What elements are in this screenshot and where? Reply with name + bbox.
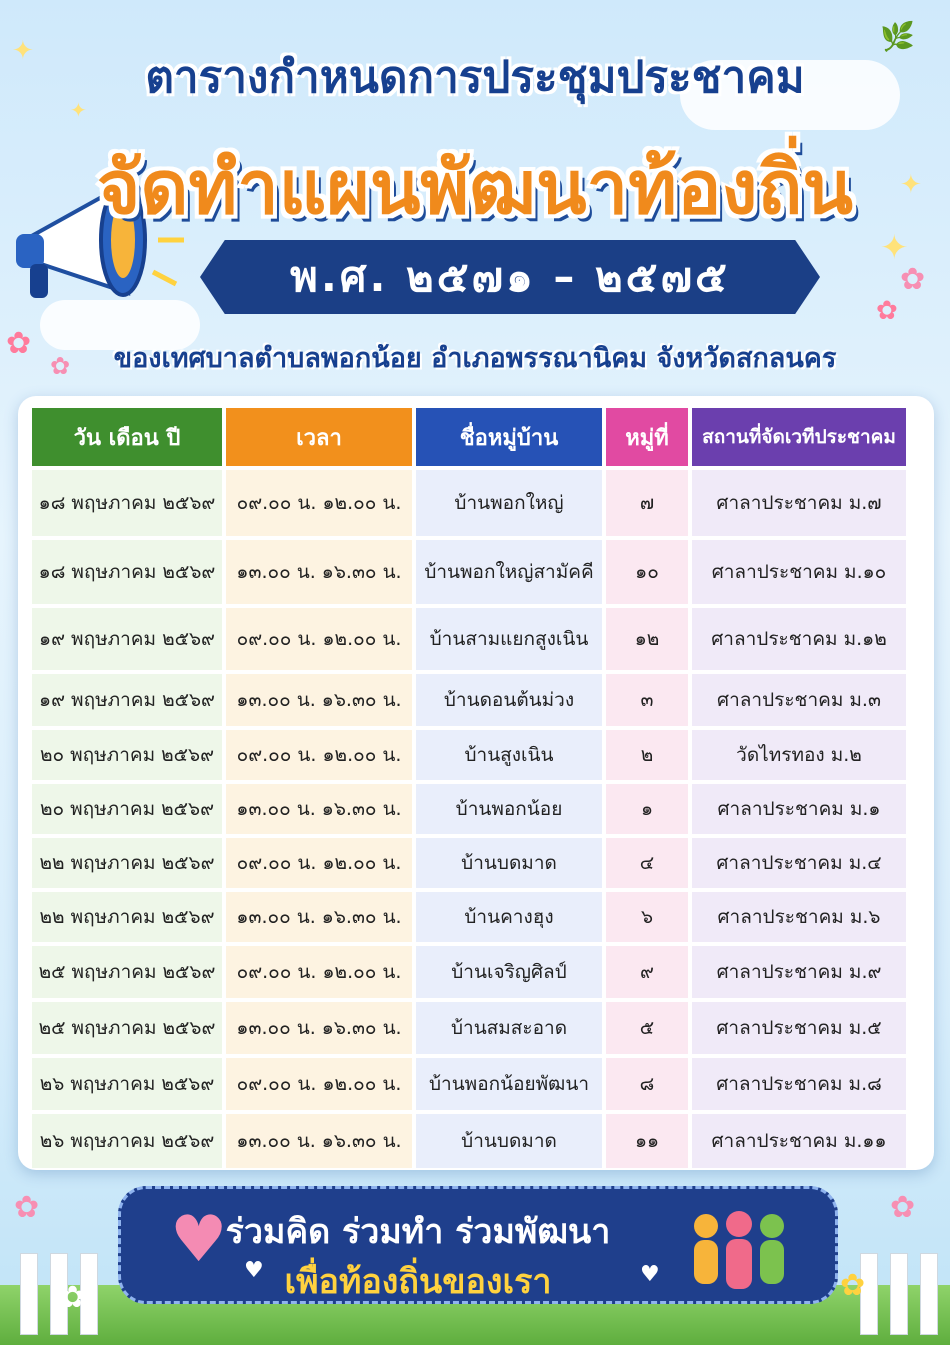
heart-icon: ♥ <box>170 1203 228 1277</box>
cell-moo: ๔ <box>606 838 688 888</box>
column-header-time: เวลา <box>226 408 412 466</box>
table-row <box>32 946 906 998</box>
cell-venue: ศาลาประชาคม ม.๓ <box>692 674 906 726</box>
table-row <box>32 1058 906 1110</box>
column-header-date: วัน เดือน ปี <box>32 408 222 466</box>
page-title: ตารางกำหนดการประชุมประชาคม <box>145 52 805 103</box>
period-text: พ.ศ. ๒๕๗๑ – ๒๕๗๕ <box>290 252 730 301</box>
cell-date: ๒๐ พฤษภาคม ๒๕๖๙ <box>32 784 222 834</box>
column-header-village: ชื่อหมู่บ้าน <box>416 408 602 466</box>
flower-icon: ✿ <box>60 1280 86 1315</box>
cell-date: ๒๒ พฤษภาคม ๒๕๖๙ <box>32 838 222 888</box>
cell-venue: ศาลาประชาคม ม.๙ <box>692 946 906 998</box>
cell-village: บ้านสามแยกสูงเนิน <box>416 608 602 670</box>
cell-date: ๒๕ พฤษภาคม ๒๕๖๙ <box>32 1002 222 1054</box>
cell-venue: ศาลาประชาคม ม.๖ <box>692 892 906 942</box>
cell-village: บ้านพอกใหญ่สามัคคี <box>416 540 602 604</box>
table-row <box>32 470 906 536</box>
cell-time: ๐๙.๐๐ น. ๑๒.๐๐ น. <box>226 608 412 670</box>
heart-icon: ♥ <box>640 1262 660 1287</box>
cell-time: ๑๓.๐๐ น. ๑๖.๓๐ น. <box>226 892 412 942</box>
cell-village: บ้านพอกใหญ่ <box>416 470 602 536</box>
fence-decoration <box>890 1253 908 1335</box>
table-header-row <box>32 408 906 466</box>
cell-time: ๑๓.๐๐ น. ๑๖.๓๐ น. <box>226 784 412 834</box>
cell-time: ๐๙.๐๐ น. ๑๒.๐๐ น. <box>226 1058 412 1110</box>
cell-village: บ้านพอกน้อย <box>416 784 602 834</box>
fence-decoration <box>20 1253 38 1335</box>
cell-venue: ศาลาประชาคม ม.๑๑ <box>692 1114 906 1168</box>
flower-icon: ✿ <box>6 326 32 361</box>
fence-decoration <box>920 1253 938 1335</box>
table-row <box>32 730 906 780</box>
cell-venue: วัดไทรทอง ม.๒ <box>692 730 906 780</box>
table-row <box>32 540 906 604</box>
cell-village: บ้านพอกน้อยพัฒนา <box>416 1058 602 1110</box>
cell-village: บ้านคางฮุง <box>416 892 602 942</box>
cell-village: บ้านดอนต้นม่วง <box>416 674 602 726</box>
cell-time: ๑๓.๐๐ น. ๑๖.๓๐ น. <box>226 1114 412 1168</box>
cell-date: ๒๕ พฤษภาคม ๒๕๖๙ <box>32 946 222 998</box>
cell-village: บ้านสูงเนิน <box>416 730 602 780</box>
people-icon <box>684 1206 794 1296</box>
cell-venue: ศาลาประชาคม ม.๑ <box>692 784 906 834</box>
flower-icon: ✿ <box>890 1190 916 1225</box>
cell-date: ๒๒ พฤษภาคม ๒๕๖๙ <box>32 892 222 942</box>
cell-moo: ๑ <box>606 784 688 834</box>
column-header-venue: สถานที่จัดเวทีประชาคม <box>692 408 906 466</box>
cell-venue: ศาลาประชาคม ม.๔ <box>692 838 906 888</box>
star-icon: ✦ <box>12 36 34 66</box>
table-row <box>32 892 906 942</box>
table-row <box>32 1002 906 1054</box>
table-row <box>32 674 906 726</box>
organization-subtitle: ของเทศบาลตำบลพอกน้อย อำเภอพรรณานิคม จังหวัดสกลนคร <box>113 343 837 374</box>
cell-venue: ศาลาประชาคม ม.๑๒ <box>692 608 906 670</box>
star-icon: ✦ <box>880 228 909 268</box>
cell-village: บ้านสมสะอาด <box>416 1002 602 1054</box>
cell-venue: ศาลาประชาคม ม.๘ <box>692 1058 906 1110</box>
cell-moo: ๑๑ <box>606 1114 688 1168</box>
cell-village: บ้านบดมาด <box>416 1114 602 1168</box>
cell-village: บ้านบดมาด <box>416 838 602 888</box>
table-row <box>32 784 906 834</box>
flower-icon: ✿ <box>50 352 71 380</box>
cell-date: ๑๙ พฤษภาคม ๒๕๖๙ <box>32 608 222 670</box>
schedule-table <box>28 404 910 1172</box>
star-icon: ✦ <box>70 98 87 122</box>
cell-moo: ๖ <box>606 892 688 942</box>
table-row <box>32 608 906 670</box>
cell-moo: ๕ <box>606 1002 688 1054</box>
cell-moo: ๒ <box>606 730 688 780</box>
schedule-table-container <box>18 396 934 1170</box>
cell-moo: ๑๒ <box>606 608 688 670</box>
cell-time: ๐๙.๐๐ น. ๑๒.๐๐ น. <box>226 470 412 536</box>
heart-icon: ♥ <box>244 1258 264 1283</box>
cell-date: ๑๘ พฤษภาคม ๒๕๖๙ <box>32 540 222 604</box>
cell-time: ๑๓.๐๐ น. ๑๖.๓๐ น. <box>226 1002 412 1054</box>
cell-time: ๐๙.๐๐ น. ๑๒.๐๐ น. <box>226 730 412 780</box>
cell-moo: ๓ <box>606 674 688 726</box>
cell-venue: ศาลาประชาคม ม.๕ <box>692 1002 906 1054</box>
table-row <box>32 838 906 888</box>
cell-moo: ๑๐ <box>606 540 688 604</box>
table-row <box>32 1114 906 1168</box>
cell-time: ๑๓.๐๐ น. ๑๖.๓๐ น. <box>226 674 412 726</box>
slogan-line-2: เพื่อท้องถิ่นของเรา <box>284 1262 552 1302</box>
cell-date: ๒๐ พฤษภาคม ๒๕๖๙ <box>32 730 222 780</box>
cell-venue: ศาลาประชาคม ม.๗ <box>692 470 906 536</box>
flower-icon: ✿ <box>876 296 898 326</box>
cell-moo: ๙ <box>606 946 688 998</box>
cell-time: ๑๓.๐๐ น. ๑๖.๓๐ น. <box>226 540 412 604</box>
leaf-decoration: 🌿 <box>880 20 915 53</box>
cell-village: บ้านเจริญศิลป์ <box>416 946 602 998</box>
cell-moo: ๘ <box>606 1058 688 1110</box>
flower-icon: ✿ <box>14 1190 40 1225</box>
page-title-main: จัดทำแผนพัฒนาท้องถิ่น <box>97 145 853 231</box>
flower-icon: ✿ <box>900 262 926 297</box>
star-icon: ✦ <box>900 170 922 200</box>
cell-venue: ศาลาประชาคม ม.๑๐ <box>692 540 906 604</box>
cell-moo: ๗ <box>606 470 688 536</box>
slogan-line-1: ร่วมคิด ร่วมทำ ร่วมพัฒนา <box>225 1212 611 1252</box>
column-header-moo: หมู่ที่ <box>606 408 688 466</box>
flower-icon: ✿ <box>840 1268 866 1303</box>
cell-time: ๐๙.๐๐ น. ๑๒.๐๐ น. <box>226 838 412 888</box>
cell-date: ๑๙ พฤษภาคม ๒๕๖๙ <box>32 674 222 726</box>
cell-date: ๑๘ พฤษภาคม ๒๕๖๙ <box>32 470 222 536</box>
cell-time: ๐๙.๐๐ น. ๑๒.๐๐ น. <box>226 946 412 998</box>
cell-date: ๒๖ พฤษภาคม ๒๕๖๙ <box>32 1114 222 1168</box>
cell-date: ๒๖ พฤษภาคม ๒๕๖๙ <box>32 1058 222 1110</box>
